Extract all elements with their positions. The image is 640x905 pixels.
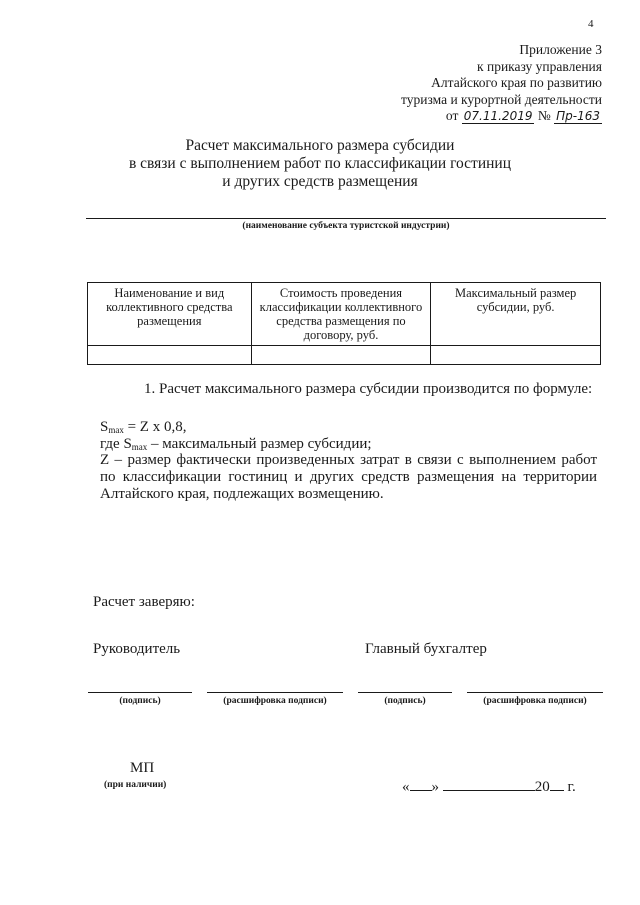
head-decode-line[interactable]	[207, 692, 343, 693]
date-suffix: г.	[567, 779, 576, 795]
title-line-1: Расчет максимального размера субсидии	[185, 137, 455, 154]
subsidy-table	[87, 282, 601, 365]
gde-sub: max	[131, 442, 148, 452]
appendix-line-4: туризма и курортной деятельности	[401, 91, 602, 107]
header-facility: Наименование и вид коллективного средства размещения	[88, 283, 252, 346]
subject-name-caption: (наименование субъекта туристской индустрии)	[242, 221, 450, 231]
head-decode-caption: (расшифровка подписи)	[223, 696, 327, 706]
date-year-prefix: 20	[534, 779, 550, 795]
formula-definition-z: Z – размер фактически произведенных затрат в связи с выполнением работ по классификации гостиниц и других средств размещения на территории Алтайского края, подлежащих возмещению.	[100, 452, 597, 502]
page-number: 4	[588, 18, 594, 30]
date-prefix: от	[445, 108, 459, 123]
title-line-2: в связи с выполнением работ по классификации гостиниц	[128, 155, 512, 172]
date-close-quote: »	[431, 779, 439, 795]
formula-intro: 1. Расчет максимального размера субсидии производится по формуле:	[144, 381, 593, 397]
date-open-quote: «	[402, 779, 410, 795]
header-cost: Стоимость проведения классификации коллективного средства размещения по договору, руб.	[251, 283, 431, 346]
date-line	[402, 776, 576, 796]
role-head: Руководитель	[93, 641, 181, 657]
document-title	[100, 137, 540, 191]
appendix-header	[342, 42, 602, 125]
gde-prefix: где S	[100, 436, 132, 452]
cell-max-subsidy[interactable]	[431, 346, 601, 365]
order-number: Пр-163	[556, 109, 600, 123]
formula-s: S	[100, 419, 109, 435]
date-month-field[interactable]	[443, 776, 535, 791]
cell-cost[interactable]	[251, 346, 431, 365]
table-header-row	[88, 283, 601, 346]
order-date: 07.11.2019	[463, 109, 533, 123]
head-signature-caption: (подпись)	[119, 696, 161, 706]
number-prefix: №	[537, 108, 551, 123]
stamp-label: МП	[130, 760, 155, 776]
accountant-signature-caption: (подпись)	[384, 696, 426, 706]
header-max-subsidy: Максимальный размер субсидии, руб.	[431, 283, 601, 346]
title-line-3: и других средств размещения	[222, 173, 418, 190]
cell-facility[interactable]	[88, 346, 252, 365]
subject-name-line[interactable]	[86, 218, 606, 219]
gde-rest: – максимальный размер субсидии;	[147, 436, 372, 452]
date-year-field[interactable]	[550, 776, 564, 791]
accountant-signature-line[interactable]	[358, 692, 452, 693]
role-accountant: Главный бухгалтер	[365, 641, 487, 657]
stamp-caption: (при наличии)	[104, 780, 167, 790]
accountant-decode-caption: (расшифровка подписи)	[483, 696, 587, 706]
appendix-order-ref	[342, 108, 602, 125]
formula-s-sub: max	[108, 425, 124, 435]
appendix-line-3: Алтайского края по развитию	[431, 75, 602, 90]
appendix-line-2: к приказу управления	[477, 58, 602, 74]
accountant-decode-line[interactable]	[467, 692, 603, 693]
table-row	[88, 346, 601, 365]
appendix-line-1: Приложение 3	[519, 42, 602, 57]
date-day-field[interactable]	[410, 776, 432, 791]
formula-rest: = Z x 0,8,	[123, 419, 187, 435]
head-signature-line[interactable]	[88, 692, 192, 693]
certify-title: Расчет заверяю:	[93, 594, 195, 610]
